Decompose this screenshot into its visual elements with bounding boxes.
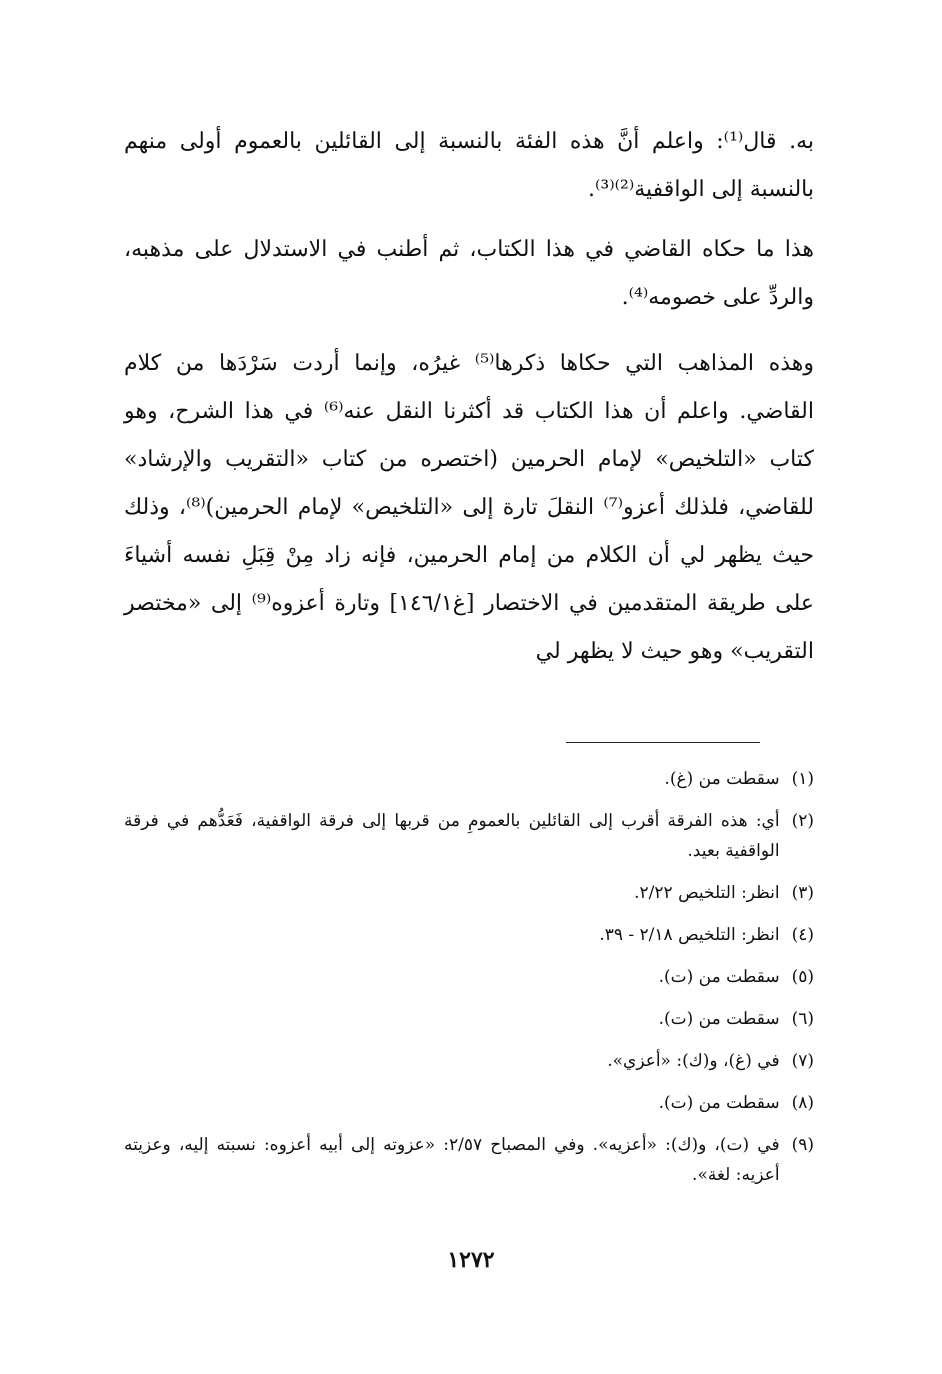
- paragraph-2: هذا ما حكاه القاضي في هذا الكتاب، ثم أطنب في الاستدلال على مذهبه، والردِّ على خصومه⁽⁴⁾.: [124, 237, 814, 310]
- footnote-number: (٢): [791, 811, 814, 831]
- paragraph-1: به. قال⁽¹⁾: واعلم أنَّ هذه الفئة بالنسبة إلى القائلين بالعموم أولى منهم بالنسبة إلى الواقفية⁽²⁾⁽³⁾.: [124, 129, 814, 202]
- footnote-text: سقطت من (ت).: [658, 1009, 780, 1029]
- main-text: [124, 118, 814, 694]
- footnote-4: [124, 920, 814, 950]
- footnote-number: (١): [791, 769, 814, 789]
- footnote-text: سقطت من (ت).: [658, 967, 780, 987]
- footnote-number: (٧): [791, 1051, 814, 1071]
- footnote-number: (٨): [791, 1093, 814, 1113]
- footnote-text: في (غ)، و(ك): «أعزي».: [607, 1051, 780, 1071]
- footnote-text: أي: هذه الفرقة أقرب إلى القائلين بالعمومِ من قربها إلى فرقة الواقفية، فَعَدُّهم في فرقة الواقفية بعيد.: [124, 811, 780, 861]
- footnote-number: (٩): [791, 1135, 814, 1155]
- footnote-number: (٥): [791, 967, 814, 987]
- footnote-text: انظر: التلخيص ٢/٢٢.: [634, 883, 780, 903]
- footnote-number: (٣): [791, 883, 814, 903]
- footnote-5: [124, 962, 814, 992]
- paragraph-3: وهذه المذاهب التي حكاها ذكرها⁽⁵⁾ غيرُه، وإنما أردت سَرْدَها من كلام القاضي. واعلم أن هذا الكتاب قد أكثرنا النقل عنه⁽⁶⁾ في هذا الشرح، وهو كتاب «التلخيص» لإمام الحرمين (اختصره من كتاب «التقريب والإرشاد» للقاضي، فلذلك أعزو⁽⁷⁾ النقلَ تارة إلى «التلخيص» لإمام الحرمين)⁽⁸⁾، وذلك حيث يظهر لي أن الكلام من إمام الحرمين، فإنه زاد مِنْ قِبَلِ نفسه أشياءَ على طريقة المتقدمين في الاختصار [غ١٤٦/١] وتارة أعزوه⁽⁹⁾ إلى «مختصر التقريب» وهو حيث لا يظهر لي: [124, 351, 815, 664]
- footnote-text: سقطت من (ت).: [658, 1093, 780, 1113]
- footnote-text: انظر: التلخيص ٢/١٨ - ٣٩.: [599, 925, 780, 945]
- footnote-text: في (ت)، و(ك): «أعزيه». وفي المصباح ٢/٥٧: «عزوته إلى أبيه أعزوه: نسبته إليه، وعزيته أعزيه: لغة».: [124, 1135, 780, 1185]
- footnote-1: [124, 764, 814, 794]
- footnote-number: (٤): [791, 925, 814, 945]
- footnote-9: [124, 1130, 814, 1190]
- footnote-separator: [566, 742, 760, 743]
- page-number: ١٢٧٢: [447, 1247, 495, 1273]
- footnote-text: سقطت من (غ).: [664, 769, 780, 789]
- footnote-6: [124, 1004, 814, 1034]
- footnote-8: [124, 1088, 814, 1118]
- footnote-2: [124, 806, 814, 866]
- footnote-number: (٦): [791, 1009, 814, 1029]
- footnote-7: [124, 1046, 814, 1076]
- footnotes: [124, 764, 814, 1202]
- footnote-3: [124, 878, 814, 908]
